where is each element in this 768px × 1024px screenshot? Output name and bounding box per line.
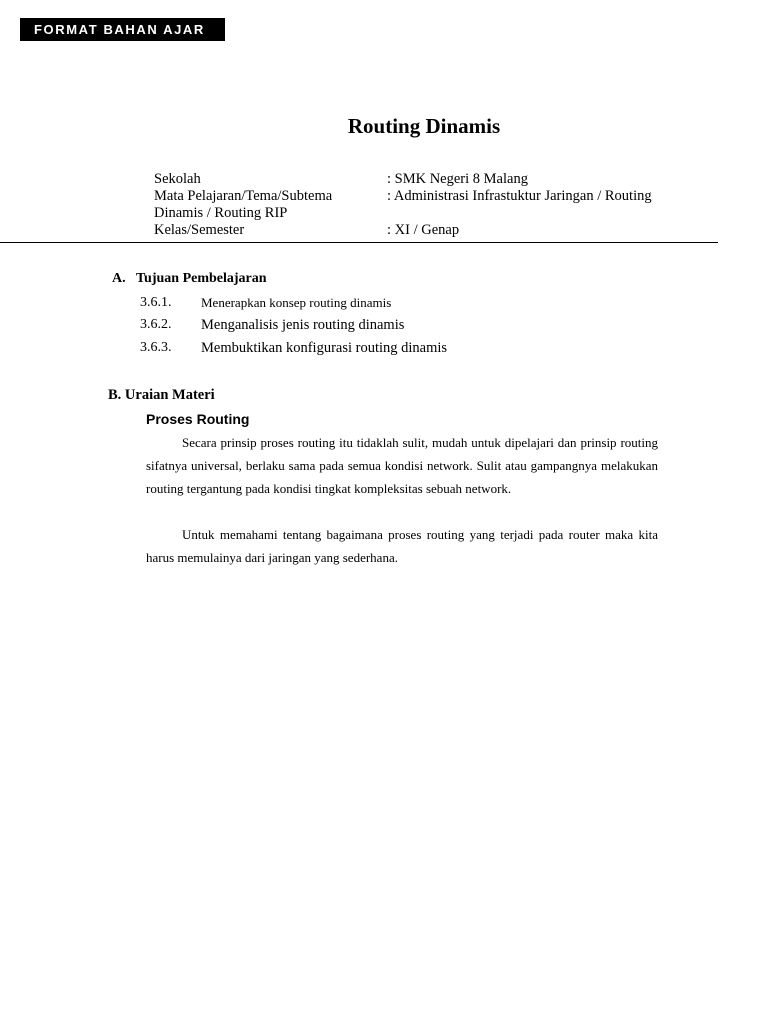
document-title: Routing Dinamis <box>347 114 501 138</box>
body-paragraph: Secara prinsip proses routing itu tidaklah sulit, mudah untuk dipelajari dan prinsip routing sifatnya universal, berlaku sama pada semua kondisi network. Sulit atau gampangnya melakukan routing tergantung pada kondisi tingkat kompleksitas sebuah network. <box>146 435 658 496</box>
objective-text: Menerapkan konsep routing dinamis <box>201 295 392 310</box>
objective-number: 3.6.3. <box>140 340 172 355</box>
header-divider <box>0 242 718 243</box>
objective-item <box>140 317 700 334</box>
section-b-heading: B. Uraian Materi <box>108 387 215 403</box>
objective-item <box>140 295 700 311</box>
objective-number: 3.6.1. <box>140 295 172 310</box>
body-paragraph: Untuk memahami tentang bagaimana proses routing yang terjadi pada router maka kita harus memulainya dari jaringan yang sederhana. <box>146 527 658 565</box>
meta-label: Mata Pelajaran/Tema/Subtema <box>154 188 333 204</box>
objective-text: Membuktikan konfigurasi routing dinamis <box>201 340 448 356</box>
meta-label: Dinamis / Routing RIP <box>154 205 288 221</box>
section-a-heading <box>112 271 267 287</box>
section-a-title: Tujuan Pembelajaran <box>136 271 267 286</box>
meta-row-subject-cont <box>154 205 714 222</box>
objective-text: Menganalisis jenis routing dinamis <box>201 317 405 333</box>
meta-value: : Administrasi Infrastuktur Jaringan / Routing <box>387 188 652 204</box>
objective-item <box>140 340 700 357</box>
objective-number: 3.6.2. <box>140 317 172 332</box>
section-a-marker: A. <box>112 271 126 286</box>
meta-value: : SMK Negeri 8 Malang <box>387 171 528 187</box>
meta-row-class <box>154 222 714 239</box>
meta-value: : XI / Genap <box>387 222 460 238</box>
meta-label: Kelas/Semester <box>154 222 245 238</box>
format-banner: FORMAT BAHAN AJAR <box>20 18 225 41</box>
meta-row-subject <box>154 188 714 205</box>
meta-label: Sekolah <box>154 171 201 187</box>
section-b-subheading: Proses Routing <box>146 411 250 427</box>
meta-value <box>287 205 714 222</box>
meta-row-school <box>154 171 714 188</box>
document-meta <box>154 171 714 239</box>
